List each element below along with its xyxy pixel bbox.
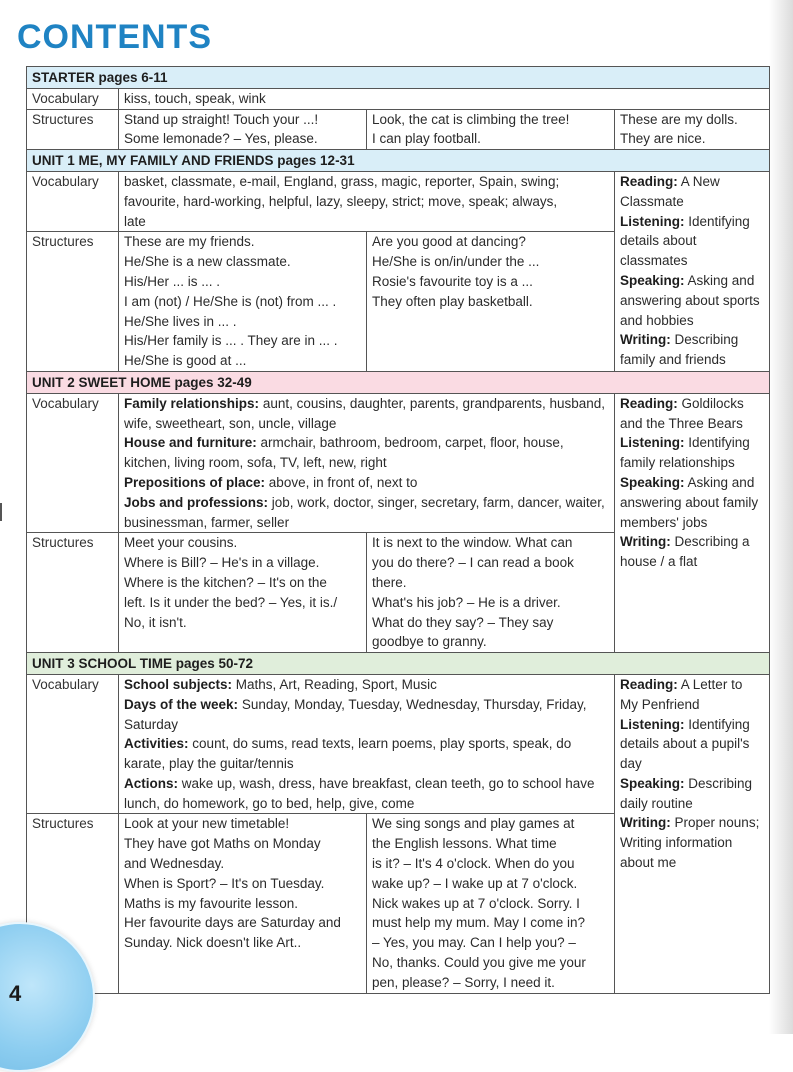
skill-text: Identifying family relationships xyxy=(620,435,750,471)
starter-heading: STARTER pages 6-11 xyxy=(27,67,770,89)
unit1-heading: UNIT 1 ME, MY FAMILY AND FRIENDS pages 12-31 xyxy=(27,150,770,172)
skill-label: Listening: xyxy=(620,435,685,451)
unit2-heading: UNIT 2 SWEET HOME pages 32-49 xyxy=(27,371,770,393)
structure-line: No, it isn't. xyxy=(124,614,187,630)
skill-label: Reading: xyxy=(620,173,678,189)
unit2-header-row xyxy=(27,371,770,393)
structure-line: Stand up straight! Touch your ...! xyxy=(124,111,319,127)
contents-table xyxy=(26,66,770,994)
vocabulary-group xyxy=(124,493,609,533)
skill-text: Describing family and friends xyxy=(620,332,739,368)
skill-label: Listening: xyxy=(620,716,685,732)
skill-label: Writing: xyxy=(620,815,671,831)
skill-text: Identifying details about classmates xyxy=(620,213,750,269)
skill-label: Listening: xyxy=(620,213,685,229)
skill-text: Describing a house / a flat xyxy=(620,534,750,570)
vocabulary-words: wake up, wash, dress, have breakfast, clean teeth, go to school have lunch, do homework, go to bed, help, give, come xyxy=(124,775,595,811)
unit1-skills xyxy=(615,171,770,371)
vocabulary-line: late xyxy=(124,213,146,229)
structure-line: We sing songs and play games at xyxy=(372,816,575,832)
unit2-structures-col1 xyxy=(119,533,367,653)
structure-line: I can play football. xyxy=(372,131,481,147)
starter-structures-col2 xyxy=(367,109,615,150)
structure-line: Maths is my favourite lesson. xyxy=(124,895,299,911)
structure-line: What's his job? – He is a driver. xyxy=(372,594,561,610)
vocabulary-topic: Activities: xyxy=(124,736,189,752)
vocabulary-words: Sunday, Monday, Tuesday, Wednesday, Thursday, Friday, Saturday xyxy=(124,696,587,732)
vocabulary-group xyxy=(124,473,609,493)
skill-label: Reading: xyxy=(620,395,678,411)
vocabulary-words: Maths, Art, Reading, Sport, Music xyxy=(235,676,437,692)
skill-text: Asking and answering about family members' jobs xyxy=(620,474,759,530)
structure-line: He/She is on/in/under the ... xyxy=(372,254,540,270)
unit1-vocabulary-row xyxy=(27,171,770,231)
structure-line: They have got Maths on Monday xyxy=(124,836,321,852)
row-label: Vocabulary xyxy=(27,674,119,814)
row-label: Structures xyxy=(27,232,119,372)
structure-line: It is next to the window. What can xyxy=(372,535,573,551)
unit1-vocabulary xyxy=(119,171,615,231)
unit3-header-row xyxy=(27,653,770,675)
skill-label: Speaking: xyxy=(620,775,685,791)
unit3-vocabulary-row xyxy=(27,674,770,814)
structure-line: I am (not) / He/She is (not) from ... . xyxy=(124,293,337,309)
structure-line: Look at your new timetable! xyxy=(124,816,290,832)
row-label: Structures xyxy=(27,109,119,150)
skill-text: Describing daily routine xyxy=(620,775,753,811)
vocabulary-topic: Prepositions of place: xyxy=(124,474,266,490)
structure-line: must help my mum. May I come in? xyxy=(372,915,586,931)
vocabulary-topic: Family relationships: xyxy=(124,395,260,411)
structure-line: left. Is it under the bed? – Yes, it is./ xyxy=(124,594,338,610)
skill-text: Identifying details about a pupil's day xyxy=(620,716,750,772)
structure-line: there. xyxy=(372,574,407,590)
vocabulary-group xyxy=(124,774,609,814)
unit3-structures-col2 xyxy=(367,814,615,993)
vocabulary-topic: School subjects: xyxy=(124,676,233,692)
structure-line: He/She is a new classmate. xyxy=(124,254,291,270)
page-edge-shadow xyxy=(769,0,793,1034)
structure-line: Rosie's favourite toy is a ... xyxy=(372,273,533,289)
vocabulary-line: favourite, hard-working, helpful, lazy, sleepy, strict; move, speak; always, xyxy=(124,193,558,209)
vocabulary-words: armchair, bathroom, bedroom, carpet, floor, house, kitchen, living room, sofa, TV, left, new, right xyxy=(124,435,564,471)
skill-label: Speaking: xyxy=(620,474,685,490)
structure-line: They often play basketball. xyxy=(372,293,533,309)
starter-structures-col1 xyxy=(119,109,367,150)
starter-structures-col3 xyxy=(615,109,770,150)
structure-line: His/Her family is ... . They are in ... . xyxy=(124,333,338,349)
page-number: 4 xyxy=(9,981,22,1006)
vocabulary-group xyxy=(124,433,609,473)
skill-label: Speaking: xyxy=(620,272,685,288)
structure-line: Some lemonade? – Yes, please. xyxy=(124,131,318,147)
structure-line: Look, the cat is climbing the tree! xyxy=(372,111,570,127)
row-label: Vocabulary xyxy=(27,393,119,533)
row-label: Structures xyxy=(27,814,119,993)
structure-line: Her favourite days are Saturday and xyxy=(124,915,341,931)
structure-line: No, thanks. Could you give me your xyxy=(372,955,586,971)
unit2-vocabulary xyxy=(119,393,615,533)
vocabulary-words: count, do sums, read texts, learn poems, play sports, speak, do karate, play the guitar/tennis xyxy=(124,736,572,772)
vocabulary-topic: Actions: xyxy=(124,775,178,791)
vocabulary-group xyxy=(124,695,609,735)
structure-line: wake up? – I wake up at 7 o'clock. xyxy=(372,875,578,891)
vocabulary-words: aunt, cousins, daughter, parents, grandparents, husband, wife, sweetheart, son, uncle, village xyxy=(124,395,606,431)
structure-line: goodbye to granny. xyxy=(372,634,487,650)
structure-line: His/Her ... is ... . xyxy=(124,273,221,289)
structure-line: Where is Bill? – He's in a village. xyxy=(124,555,320,571)
structure-line: These are my dolls. xyxy=(620,111,738,127)
structure-line: is it? – It's 4 o'clock. When do you xyxy=(372,856,575,872)
unit3-heading: UNIT 3 SCHOOL TIME pages 50-72 xyxy=(27,653,770,675)
page-edge-mark xyxy=(0,503,6,521)
structure-line: Nick wakes up at 7 o'clock. Sorry. I xyxy=(372,895,580,911)
structure-line: These are my friends. xyxy=(124,234,255,250)
structure-line: Where is the kitchen? – It's on the xyxy=(124,574,327,590)
structure-line: He/She lives in ... . xyxy=(124,313,237,329)
skill-text: Goldilocks and the Three Bears xyxy=(620,395,744,431)
unit3-skills xyxy=(615,674,770,993)
structure-line: you do there? – I can read a book xyxy=(372,555,574,571)
skill-text: A Letter to My Penfriend xyxy=(620,676,743,712)
unit3-structures-col1 xyxy=(119,814,367,993)
unit1-structures-col1 xyxy=(119,232,367,372)
skill-text: Asking and answering about sports and hobbies xyxy=(620,272,760,328)
structure-line: Sunday. Nick doesn't like Art.. xyxy=(124,935,302,951)
unit3-vocabulary xyxy=(119,674,615,814)
vocabulary-topic: Days of the week: xyxy=(124,696,239,712)
vocabulary-words: above, in front of, next to xyxy=(268,474,418,490)
structure-line: They are nice. xyxy=(620,131,706,147)
vocabulary-line: basket, classmate, e-mail, England, grass, magic, reporter, Spain, swing; xyxy=(124,173,560,189)
skill-label: Reading: xyxy=(620,676,678,692)
vocabulary-group xyxy=(124,675,609,695)
skill-label: Writing: xyxy=(620,332,671,348)
skill-text: A New Classmate xyxy=(620,173,720,209)
starter-vocabulary-row xyxy=(27,88,770,109)
unit1-structures-col2 xyxy=(367,232,615,372)
vocabulary-group xyxy=(124,394,609,434)
structure-line: He/She is good at ... xyxy=(124,353,247,369)
starter-header-row xyxy=(27,67,770,89)
structure-line: What do they say? – They say xyxy=(372,614,554,630)
row-label: Structures xyxy=(27,533,119,653)
unit2-skills xyxy=(615,393,770,652)
starter-structures-row xyxy=(27,109,770,150)
starter-vocabulary: kiss, touch, speak, wink xyxy=(119,88,770,109)
page-title: CONTENTS xyxy=(17,18,212,56)
structure-line: When is Sport? – It's on Tuesday. xyxy=(124,875,325,891)
vocabulary-words: job, work, doctor, singer, secretary, farm, dancer, waiter, businessman, farmer, seller xyxy=(124,494,605,530)
structure-line: pen, please? – Sorry, I need it. xyxy=(372,974,555,990)
structure-line: and Wednesday. xyxy=(124,856,225,872)
structure-line: Meet your cousins. xyxy=(124,535,238,551)
unit1-header-row xyxy=(27,150,770,172)
row-label: Vocabulary xyxy=(27,88,119,109)
unit2-structures-col2 xyxy=(367,533,615,653)
vocabulary-topic: Jobs and professions: xyxy=(124,494,269,510)
structure-line: Are you good at dancing? xyxy=(372,234,526,250)
vocabulary-topic: House and furniture: xyxy=(124,435,257,451)
skill-text: Proper nouns; Writing information about me xyxy=(620,815,760,871)
vocabulary-group xyxy=(124,734,609,774)
unit2-vocabulary-row xyxy=(27,393,770,533)
skill-label: Writing: xyxy=(620,534,671,550)
structure-line: – Yes, you may. Can I help you? – xyxy=(372,935,576,951)
structure-line: the English lessons. What time xyxy=(372,836,557,852)
row-label: Vocabulary xyxy=(27,171,119,231)
